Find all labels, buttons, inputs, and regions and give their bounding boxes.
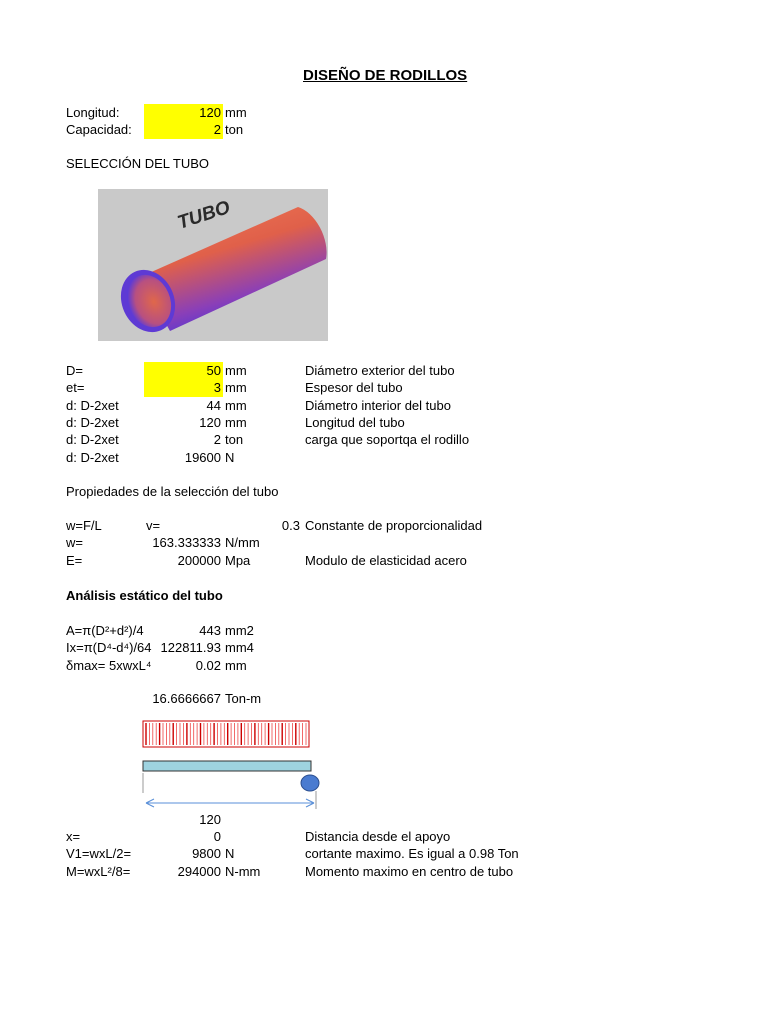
param-value: 2 — [213, 432, 221, 447]
analisis-heading: Análisis estático del tubo — [66, 588, 223, 603]
v-desc: Constante de proporcionalidad — [305, 518, 483, 533]
wfl-label: w=F/L — [66, 518, 102, 533]
param-unit: mm — [225, 363, 247, 378]
e-unit: Mpa — [225, 553, 251, 568]
result-unit: N-mm — [225, 864, 261, 879]
beam — [143, 761, 311, 771]
w-unit: N/mm — [225, 535, 260, 550]
param-desc: Espesor del tubo — [305, 380, 403, 395]
analisis-unit: mm — [225, 658, 247, 673]
param-label: d: D-2xet — [66, 432, 119, 447]
result-value: 294000 — [177, 864, 221, 879]
param-label: d: D-2xet — [66, 450, 119, 465]
e-label: E= — [66, 553, 83, 568]
capacidad-value[interactable]: 2 — [213, 122, 221, 137]
propiedades-heading: Propiedades de la selección del tubo — [66, 484, 279, 499]
result-label: V1=wxL/2= — [66, 846, 132, 861]
param-desc: Diámetro exterior del tubo — [305, 363, 455, 378]
analisis-label: δmax= 5xwxL⁴ — [66, 658, 152, 673]
tube-image — [98, 189, 328, 341]
param-value[interactable]: 3 — [213, 380, 221, 395]
result-value: 9800 — [192, 846, 221, 861]
param-value: 120 — [199, 415, 221, 430]
roller-support — [301, 775, 319, 791]
param-unit: mm — [225, 380, 247, 395]
distributed-load-box — [143, 721, 309, 747]
analisis-label: Ix=π(D⁴-d⁴)/64 — [66, 640, 152, 655]
param-desc: Longitud del tubo — [305, 415, 405, 430]
w-label: w= — [66, 535, 83, 550]
w-value: 163.333333 — [152, 535, 221, 550]
e-value: 200000 — [177, 553, 221, 568]
param-unit: mm — [225, 398, 247, 413]
analisis-value: 443 — [199, 623, 221, 638]
result-desc: Momento maximo en centro de tubo — [305, 864, 514, 879]
tube-image-label: TUBO — [175, 197, 233, 234]
param-label: d: D-2xet — [66, 415, 119, 430]
param-label: D= — [66, 363, 83, 378]
analisis-unit: mm4 — [225, 640, 254, 655]
param-unit: ton — [225, 432, 244, 447]
load-unit: Ton-m — [225, 691, 262, 706]
param-unit: mm — [225, 415, 247, 430]
analisis-unit: mm2 — [225, 623, 254, 638]
analisis-label: A=π(D²+d²)/4 — [66, 623, 144, 638]
capacidad-unit: ton — [225, 122, 244, 137]
param-desc: carga que soportqa el rodillo — [305, 432, 470, 447]
result-value: 0 — [213, 829, 221, 844]
analisis-value: 0.02 — [195, 658, 221, 673]
load-value: 16.6666667 — [152, 691, 221, 706]
v-value: 0.3 — [281, 518, 300, 533]
param-value[interactable]: 50 — [206, 363, 221, 378]
capacidad-label: Capacidad: — [66, 122, 132, 137]
seleccion-tubo-heading: SELECCIÓN DEL TUBO — [66, 156, 210, 171]
param-label: et= — [66, 380, 85, 395]
result-label: M=wxL²/8= — [66, 864, 131, 879]
beam-diagram — [130, 715, 330, 815]
longitud-label: Longitud: — [66, 105, 120, 120]
result-unit: N — [225, 846, 235, 861]
longitud-value[interactable]: 120 — [199, 105, 221, 120]
span-value: 120 — [199, 812, 221, 827]
param-value: 44 — [206, 398, 221, 413]
result-desc: cortante maximo. Es igual a 0.98 Ton — [305, 846, 519, 861]
v-label: v= — [146, 518, 161, 533]
result-label: x= — [66, 829, 81, 844]
e-desc: Modulo de elasticidad acero — [305, 553, 467, 568]
result-desc: Distancia desde el apoyo — [305, 829, 451, 844]
param-label: d: D-2xet — [66, 398, 119, 413]
param-unit: N — [225, 450, 235, 465]
analisis-value: 122811.93 — [160, 640, 221, 655]
param-value: 19600 — [184, 450, 221, 465]
page-title: DISEÑO DE RODILLOS — [303, 67, 468, 84]
longitud-unit: mm — [225, 105, 247, 120]
param-desc: Diámetro interior del tubo — [305, 398, 451, 413]
